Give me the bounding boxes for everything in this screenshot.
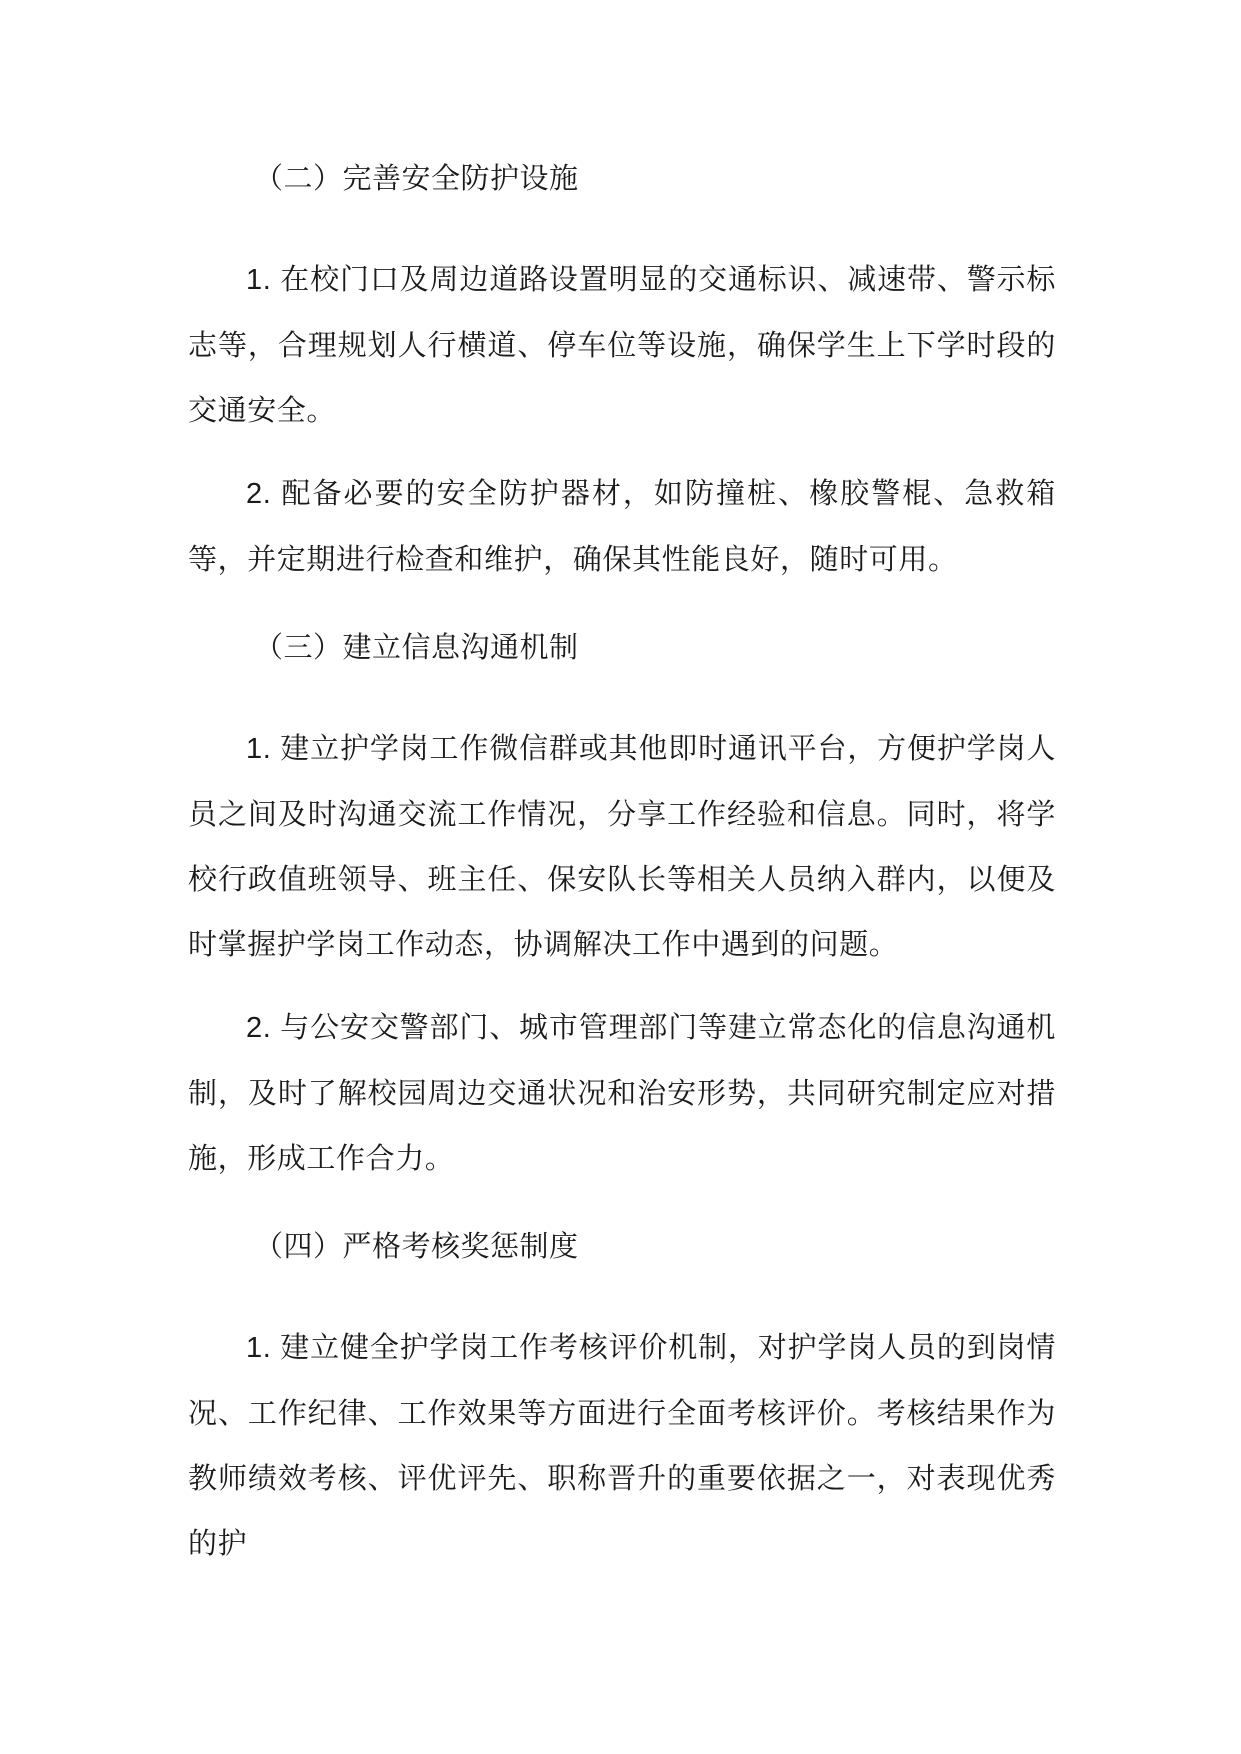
paragraph: [188, 995, 1056, 1191]
paragraph: [188, 247, 1056, 443]
paragraph: [188, 1315, 1056, 1576]
item-number: 2.: [246, 478, 282, 510]
paragraph: [188, 461, 1056, 592]
item-number: 1.: [246, 733, 281, 765]
item-number: 1.: [246, 264, 281, 296]
document-body: [188, 158, 1056, 1576]
section-heading: （四）严格考核奖惩制度: [254, 1229, 579, 1263]
paragraph-text: 在校门口及周边道路设置明显的交通标识、减速带、警示标志等，合理规划人行横道、停车位等设施，确保学生上下学时段的交通安全。: [188, 262, 1056, 427]
item-number: 2.: [246, 1012, 281, 1044]
paragraph-text: 配备必要的安全防护器材，如防撞桩、橡胶警棍、急救箱等，并定期进行检查和维护，确保其性能良好，随时可用。: [188, 476, 1056, 576]
paragraph-text: 建立健全护学岗工作考核评价机制，对护学岗人员的到岗情况、工作纪律、工作效果等方面进行全面考核评价。考核结果作为教师绩效考核、评优评先、职称晋升的重要依据之一，对表现优秀的护: [188, 1330, 1056, 1560]
section-heading: （三）建立信息沟通机制: [254, 630, 579, 664]
paragraph-text: 建立护学岗工作微信群或其他即时通讯平台，方便护学岗人员之间及时沟通交流工作情况，分享工作经验和信息。同时，将学校行政值班领导、班主任、保安队长等相关人员纳入群内，以便及时掌握护学岗工作动态，协调解决工作中遇到的问题。: [188, 731, 1056, 961]
paragraph-text: 与公安交警部门、城市管理部门等建立常态化的信息沟通机制，及时了解校园周边交通状况和治安形势，共同研究制定应对措施，形成工作合力。: [188, 1010, 1056, 1175]
section-heading: （二）完善安全防护设施: [254, 161, 579, 195]
item-number: 1.: [246, 1332, 281, 1364]
paragraph: [188, 716, 1056, 977]
